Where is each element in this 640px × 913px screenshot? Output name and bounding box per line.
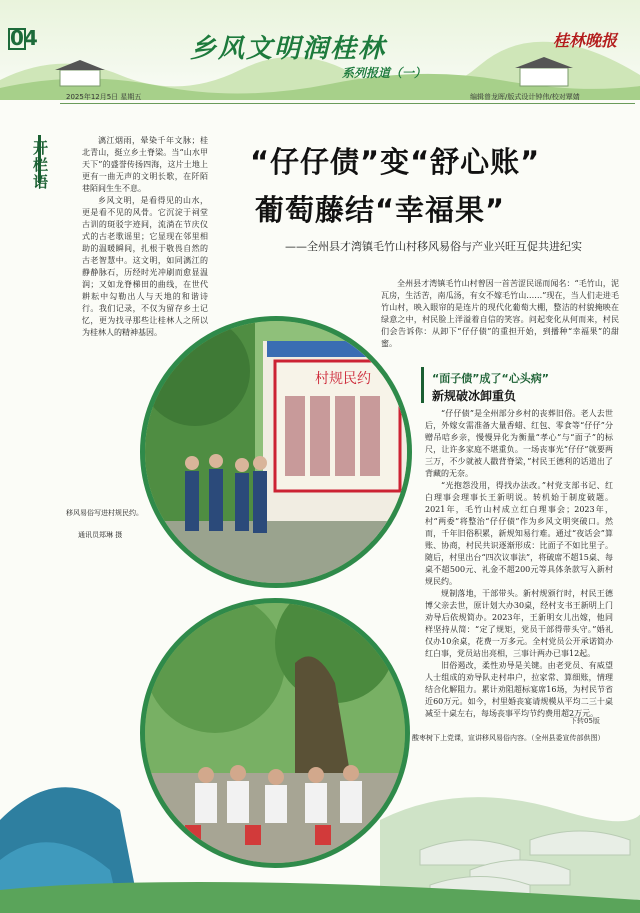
photo1-caption: 移风易俗写进村规民约。 xyxy=(66,509,143,517)
photo1-board-label: 村规民约 xyxy=(315,371,371,387)
photo2-scene xyxy=(145,603,405,863)
intro-tag: 开栏语 xyxy=(33,139,49,191)
dateline: 2025年12月5日 星期五 xyxy=(66,93,142,101)
article-paragraph: 规制落地，干部带头。新村规颁行时，村民王德博父亲去世，原计划大办30桌，经村支书王新明上门劝导后依规简办。2023年，王新明女儿出嫁，他同样坚持从简：“定了规矩，党员干部得带头守。”婚礼仅办10余桌，花费一万多元。全村党员公开承诺简办红白事，党员站出亮相，三事计两办已事12起。 xyxy=(425,589,613,658)
headline-line-2: 葡萄藤结“幸福果” xyxy=(255,193,506,227)
intro-paragraph: 漓江烟雨，晕染千年文脉；桂北青山，挺立乡土脊梁。当“山水甲天下”的盛誉传扬四海，这片土地上更有一曲无声的文明长歌，在阡陌巷陌间生生不息。 xyxy=(82,136,208,193)
editors-credit: 编辑曾龙晖/版式设计钟伟/校对覃婧 xyxy=(470,93,580,101)
column-subtitle: 系列报道（一） xyxy=(342,66,427,80)
photo-party-lecture xyxy=(140,598,410,868)
newspaper-name: 桂林晚报 xyxy=(553,31,618,50)
article-paragraph: “仔仔债”是全州部分乡村的丧葬旧俗。老人去世后，外嫁女需准备大量香蜡、红包、零食等“仔仔”分赠吊唁乡亲，慢慢异化为衡量“孝心”与“面子”的标尺，让许多家庭不堪重负。一场丧事光“仔仔”就要两三万，不少就被人戳背脊梁，”村民王德利的话道出了背藏的无奈。 xyxy=(425,409,613,478)
article-paragraph: “光抱怨没用，得找办法改。”村党支部书记、红白理事会理事长王新明说。转机始于制度破题。2021年，毛竹山村成立红白理事会；2023年，村“两委”将整治“仔仔债”作为乡风文明突破口。然而，千年旧俗积累，新规知易行难。通过“夜话会”算账、协商，村民共识逐渐形成：比面子不如比里子。随后，村里出台“四次议事法”，将破席不超15桌、每桌不超500元、礼金不超200元等具体条款写入新村规民约。 xyxy=(425,481,613,586)
photo2-caption: 酸枣树下上党课，宣讲移风易俗内容。（全州县委宣传部供图） xyxy=(412,734,605,742)
intro-text xyxy=(82,135,208,339)
photo1-credit: 通讯员郑琳 摄 xyxy=(78,531,123,539)
lead-paragraph xyxy=(381,278,619,350)
intro-paragraph: 乡风文明，是看得见的山水，更是看不见的风骨。它沉淀于祠堂古训的斑驳字迹间，流淌在节庆仪式的古老歌谣里；它显现在邻里相助的温暖瞬间，扎根于敬畏自然的古老智慧中。这文明，如同漓江的静静脉石，历经时光冲刷而愈显温润；又如龙脊梯田的曲线，在世代耕耘中勾勒出人与天地的和谐诗行。我们记录，不仅为留存乡土记忆，更为找寻那些让桂林人之所以为桂林人的精神基因。 xyxy=(82,196,208,337)
headline-line-1: “仔仔债”变“舒心账” xyxy=(250,145,541,179)
article-paragraph: 旧俗遏改，柔性劝导是关键。由老党员、有威望人士组成的劝导队走村串户，拉家常、算细账，情理结合化解阻力。累计劝阻超标宴席16场，为村民节省近60万元。如今，村里婚丧宴请规模从平均二三十桌减至十桌左右，每场丧事平均节约费用超2万元。 xyxy=(425,661,613,718)
headline-subhead: ——全州县才湾镇毛竹山村移风易俗与产业兴旺互促共进纪实 xyxy=(285,240,582,253)
continued-note: 下转05版 xyxy=(570,717,600,725)
lead-text: 全州县才湾镇毛竹山村曾因一首苦涩民谣而闻名：“毛竹山，泥瓦房，生活苦，南瓜汤，有女不嫁毛竹山……”现在，当人们走进毛竹山村，映入眼帘的是连片的现代化葡萄大棚，整洁的村貌掩映在绿意之中，村民脸上洋溢着自信的笑容。问起变化从何而来，村民们会告诉你：从卸下“仔仔债”的重担开始，到播种“幸福果”的甜蜜。 xyxy=(381,279,619,348)
column-title: 乡风文明润桂林 xyxy=(190,34,387,64)
section-bar xyxy=(421,367,424,403)
photo-village-rules-board xyxy=(140,316,412,588)
page-number: 04 xyxy=(10,26,38,50)
section-kicker: “面子债”成了“心头病” xyxy=(432,372,549,385)
photo1-scene xyxy=(145,321,407,583)
section-title: 新规破冰卸重负 xyxy=(432,389,517,403)
article-body xyxy=(425,408,613,720)
header-rule xyxy=(60,103,635,104)
